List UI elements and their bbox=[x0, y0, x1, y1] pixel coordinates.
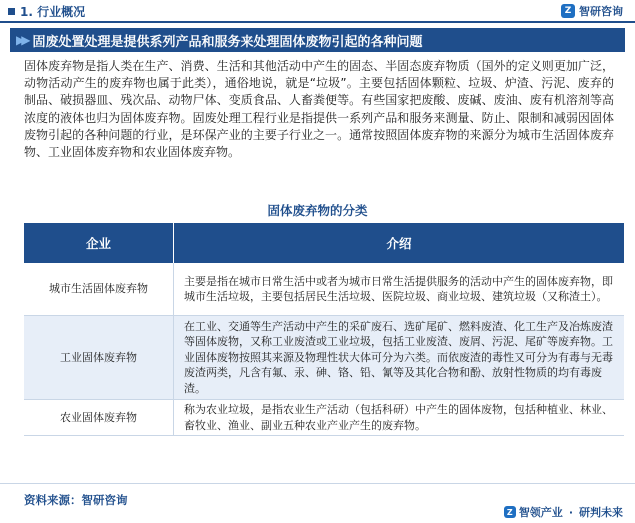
row-description: 称为农业垃圾，是指农业生产活动（包括科研）中产生的固体废物，包括种植业、林业、畜牧业、渔业、副业五种农业产业产生的废弃物。 bbox=[184, 403, 613, 432]
column-header-category: 企业 bbox=[24, 223, 174, 263]
footer-slogan-right: 研判未来 bbox=[579, 506, 623, 519]
table-header bbox=[24, 223, 624, 263]
row-category: 农业固体废弃物 bbox=[24, 400, 174, 435]
source-note: 资料来源：智研咨询 bbox=[24, 493, 128, 507]
footer-slogan-separator: · bbox=[568, 505, 573, 519]
footer-brand-mark-icon: Z bbox=[504, 506, 516, 518]
section-title-text: 1. 行业概况 bbox=[20, 4, 86, 19]
table-row bbox=[24, 316, 624, 400]
footer-divider bbox=[0, 483, 635, 484]
headline-text: 固废处置处理是提供系列产品和服务来处理固体废物引起的各种问题 bbox=[32, 34, 423, 50]
table-title: 固体废弃物的分类 bbox=[267, 203, 368, 218]
top-bar bbox=[0, 0, 635, 22]
double-arrow-icon: ▶▶ bbox=[16, 33, 27, 47]
table-row bbox=[24, 400, 624, 436]
table-row bbox=[24, 263, 624, 316]
square-bullet-icon bbox=[8, 8, 15, 15]
classification-table bbox=[24, 223, 624, 436]
brand-logo bbox=[561, 3, 623, 19]
row-description: 主要是指在城市日常生活中或者为城市日常生活提供服务的活动中产生的固体废弃物，即城市生活垃圾，主要包括居民生活垃圾、医院垃圾、商业垃圾、建筑垃圾（又称渣土）。 bbox=[184, 274, 613, 303]
footer-slogan-left: 智领产业 bbox=[518, 506, 563, 519]
intro-paragraph: 固体废弃物是指人类在生产、消费、生活和其他活动中产生的固态、半固态废弃物质（国外的定义则更加广泛，动物活动产生的废弃物也属于此类），通俗地说，就是“垃圾”。主要包括固体颗粒、垃圾、炉渣、污泥、废弃的制品、破损器皿、残次品、动物尸体、变质食品、人畜粪便等。有些国家把废酸、废碱、废油、废有机溶剂等高浓度的液体也归为固体废弃物。固废处理工程行业是指提供一系列产品和服务来测量、防止、限制和减弱因固体废物引起的各种问题的行业，是环保产业的主要子行业之一。通常按照固体废弃物的来源分为城市生活固体废弃物、工业固体废弃物和农业固体废弃物。 bbox=[24, 59, 614, 160]
headline-banner bbox=[10, 28, 625, 52]
column-header-description: 介绍 bbox=[386, 236, 412, 251]
row-category: 城市生活固体废弃物 bbox=[24, 263, 174, 315]
section-title bbox=[0, 3, 85, 20]
row-description: 在工业、交通等生产活动中产生的采矿废石、选矿尾矿、燃料废渣、化工生产及冶炼废渣等固体废物，又称工业废渣或工业垃圾，包括工业废渣、废屑、污泥、尾矿等废弃物。工业固体废物按照其来源及物理性状大体可分为六类。而依废渣的毒性又可分为有毒与无毒废渣两类，凡含有氟、汞、砷、铬、铅、氰等及其化合物和酚、放射性物质的均有毒废渣。 bbox=[184, 319, 613, 395]
brand-mark-icon: Z bbox=[561, 4, 575, 18]
footer-logo bbox=[504, 504, 623, 520]
brand-name: 智研咨询 bbox=[579, 5, 623, 18]
row-category: 工业固体废弃物 bbox=[24, 316, 174, 399]
top-divider bbox=[0, 21, 635, 23]
